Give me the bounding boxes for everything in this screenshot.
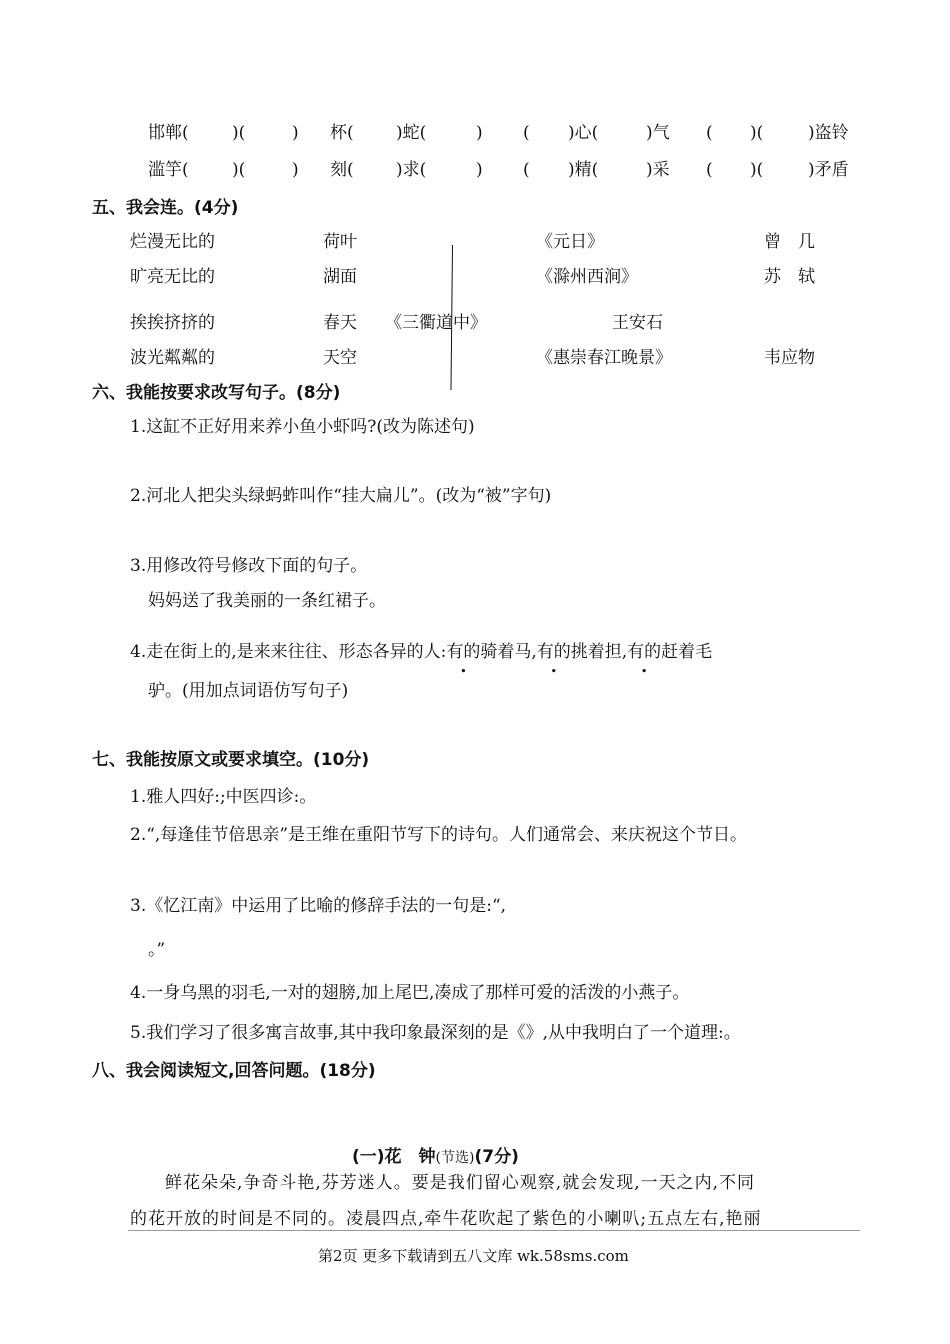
emphasis-word: 有的 (627, 642, 662, 662)
section-6-title: 六、我能按要求改写句子。(8分) (92, 383, 341, 403)
match-noun: 湖面 (323, 267, 357, 287)
question-6-3-sentence: 妈妈送了我美丽的一条红裙子。 (148, 591, 386, 611)
fill-cell: 刻( (330, 160, 354, 180)
match-adjective: 烂漫无比的 (130, 232, 215, 252)
passage-title: (一)花 钟(节选)(7分) (352, 1147, 519, 1167)
fill-cell: )盗铃 (808, 123, 849, 143)
passage-line-1: 鲜花朵朵,争奇斗艳,芬芳迷人。要是我们留心观察,就会发现,一天之内,不同 (165, 1173, 756, 1193)
fill-cell: )( (750, 123, 764, 143)
question-7-3-end: 。” (148, 940, 166, 960)
fill-cell: )精( (568, 160, 599, 180)
question-7-5: 5.我们学习了很多寓言故事,其中我印象最深刻的是《》,从中我明白了一个道理:。 (130, 1023, 741, 1043)
question-6-1: 1.这缸不正好用来养小鱼小虾吗?(改为陈述句) (130, 417, 475, 437)
fill-cell: 杯( (330, 123, 354, 143)
fill-cell: ( (706, 160, 713, 180)
question-6-3: 3.用修改符号修改下面的句子。 (130, 556, 368, 576)
match-poet: 苏 轼 (764, 267, 815, 287)
match-poet: 王安石 (612, 313, 663, 333)
question-6-4-line2: 驴。(用加点词语仿写句子) (148, 681, 349, 701)
fill-cell: )蛇( (396, 123, 427, 143)
question-7-3: 3.《忆江南》中运用了比喻的修辞手法的一句是:“, (130, 896, 507, 916)
match-adjective: 波光粼粼的 (130, 348, 215, 368)
fill-cell: )( (232, 123, 246, 143)
question-7-1: 1.雅人四好:;中医四诊:。 (130, 787, 317, 807)
fill-cell: ( (706, 123, 713, 143)
section-8-title: 八、我会阅读短文,回答问题。(18分) (92, 1061, 376, 1081)
question-6-2: 2.河北人把尖头绿蚂蚱叫作“挂大扁儿”。(改为“被”字句) (130, 486, 552, 506)
match-poet: 曾 几 (764, 232, 815, 252)
match-adjective: 旷亮无比的 (130, 267, 215, 287)
fill-cell: ) (292, 123, 299, 143)
match-adjective: 挨挨挤挤的 (130, 313, 215, 333)
section-5-title: 五、我会连。(4分) (92, 198, 239, 218)
fill-cell: ) (476, 160, 483, 180)
fill-cell: ( (523, 160, 530, 180)
fill-cell: )( (750, 160, 764, 180)
emphasis-word: 有的 (446, 642, 481, 662)
match-poet: 韦应物 (764, 348, 815, 368)
fill-cell: )( (232, 160, 246, 180)
footer-divider (128, 1230, 860, 1231)
fill-cell: ) (476, 123, 483, 143)
question-7-2: 2.“,每逢佳节倍思亲”是王维在重阳节写下的诗句。人们通常会、来庆祝这个节日。 (130, 825, 748, 845)
question-7-4: 4.一身乌黑的羽毛,一对的翅膀,加上尾巴,凑成了那样可爱的活泼的小燕子。 (130, 983, 690, 1003)
question-6-4: 4.走在街上的,是来来往往、形态各异的人:有的骑着马,有的挑着担,有的赶着毛 (130, 642, 713, 662)
match-noun: 春天 (323, 313, 357, 333)
fill-cell: 滥竽( (148, 160, 189, 180)
passage-line-2: 的花开放的时间是不同的。凌晨四点,牵牛花吹起了紫色的小喇叭;五点左右,艳丽 (130, 1209, 762, 1229)
section-7-title: 七、我能按原文或要求填空。(10分) (92, 750, 370, 770)
fill-cell: )求( (396, 160, 427, 180)
fill-cell: )气 (646, 123, 670, 143)
fill-cell: ) (292, 160, 299, 180)
match-poem: 《元日》 (536, 232, 604, 252)
fill-cell: )心( (568, 123, 599, 143)
match-noun: 荷叶 (323, 232, 357, 252)
match-poem: 《滁州西涧》 (536, 267, 638, 287)
match-poem: 《惠崇春江晚景》 (536, 348, 672, 368)
fill-cell: 邯郸( (148, 123, 189, 143)
fill-cell: )矛盾 (808, 160, 849, 180)
emphasis-word: 有的 (536, 642, 571, 662)
fill-cell: )采 (646, 160, 670, 180)
match-poem: 《三衢道中》 (385, 313, 487, 333)
fill-cell: ( (523, 123, 530, 143)
page-footer: 第2页 更多下载请到五八文库 wk.58sms.com (318, 1247, 629, 1265)
match-noun: 天空 (323, 348, 357, 368)
